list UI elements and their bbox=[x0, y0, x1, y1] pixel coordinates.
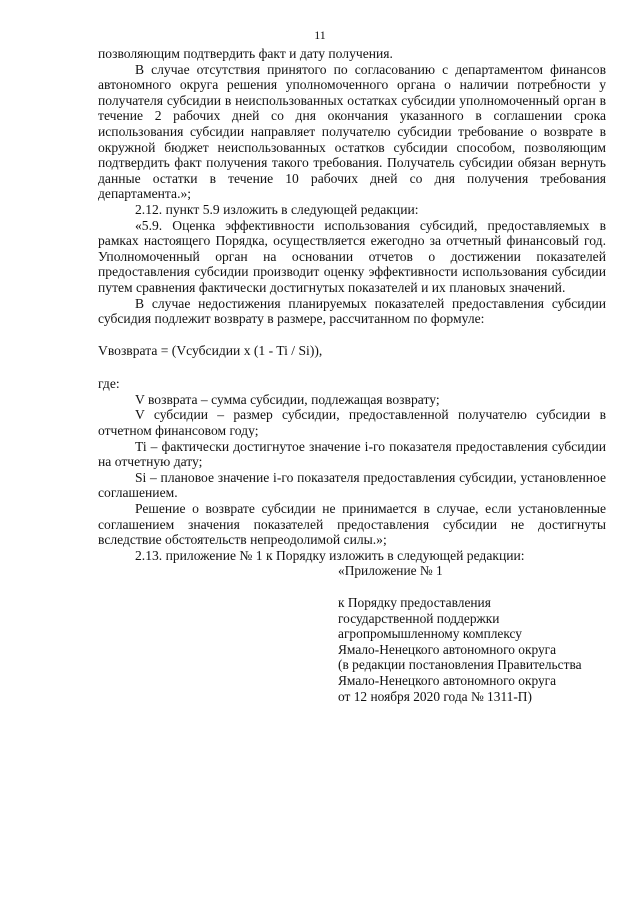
item-2-13: 2.13. приложение № 1 к Порядку изложить в следующей редакции: bbox=[135, 547, 525, 563]
paragraph: В случае недостижения планируемых показателей предоставления субсидии субсидия подлежит возврату в размере, рассчитанном по формуле: bbox=[98, 295, 606, 327]
where-label: где: bbox=[98, 376, 120, 392]
formula: Vвозврата = (Vсубсидии x (1 - Ti / Si)), bbox=[98, 342, 323, 358]
definition-item: Ti – фактически достигнутое значение i-го показателя предоставления субсидии на отчетную дату; bbox=[98, 438, 606, 470]
appendix-line: государственной поддержки bbox=[338, 610, 500, 626]
appendix-line: от 12 ноября 2020 года № 1311-П) bbox=[338, 688, 532, 704]
definition-item: V возврата – сумма субсидии, подлежащая возврату; bbox=[135, 391, 440, 407]
appendix-line: агропромышленному комплексу bbox=[338, 626, 522, 642]
appendix-line: Ямало-Ненецкого автономного округа bbox=[338, 641, 557, 657]
definition-item: V субсидии – размер субсидии, предоставленной получателю субсидии в отчетном финансовом году; bbox=[98, 407, 606, 439]
closing-paragraph: Решение о возврате субсидии не принимается в случае, если установленные соглашением значения показателей предоставления субсидии не достигнуты вследствие обстоятельств непреодолимой силы.»; bbox=[98, 501, 606, 548]
paragraph: «5.9. Оценка эффективности использования субсидий, предоставляемых в рамках настоящего Порядка, осуществляется ежегодно за отчетный финансовый год. Уполномоченный орган на основании отчетов о достижении показателей предоставления субсидии производит оценку эффективности использования субсидии путем сравнения фактически достигнутых показателей и их плановых значений. bbox=[98, 217, 606, 295]
appendix-line: (в редакции постановления Правительства bbox=[338, 657, 582, 673]
appendix-line: Ямало-Ненецкого автономного округа bbox=[338, 672, 557, 688]
appendix-header bbox=[338, 563, 606, 704]
paragraph: позволяющим подтвердить факт и дату получения. bbox=[98, 46, 393, 61]
page-number: 11 bbox=[314, 28, 326, 42]
appendix-title: «Приложение № 1 bbox=[338, 563, 443, 579]
document-body bbox=[98, 46, 606, 704]
appendix-line: к Порядку предоставления bbox=[338, 595, 491, 610]
paragraph: 2.12. пункт 5.9 изложить в следующей редакции: bbox=[135, 201, 419, 217]
definition-item: Si – плановое значение i-го показателя предоставления субсидии, установленное соглашением. bbox=[98, 469, 606, 501]
paragraph: В случае отсутствия принятого по согласованию с департаментом финансов автономного округа решения уполномоченного органа о наличии потребности у получателя субсидии в неиспользованных остатках субсидии уполномоченный орган в течение 2 рабочих дней со дня окончания указанного в соглашении срока использования субсидии направляет получателю субсидии требование о возврате в окружной бюджет неиспользованных остатков субсидии способом, позволяющим подтвердить факт получения такого требования. Получатель субсидии обязан вернуть данные остатки в течение 10 рабочих дней со дня получения требования департамента.»; bbox=[98, 61, 606, 202]
